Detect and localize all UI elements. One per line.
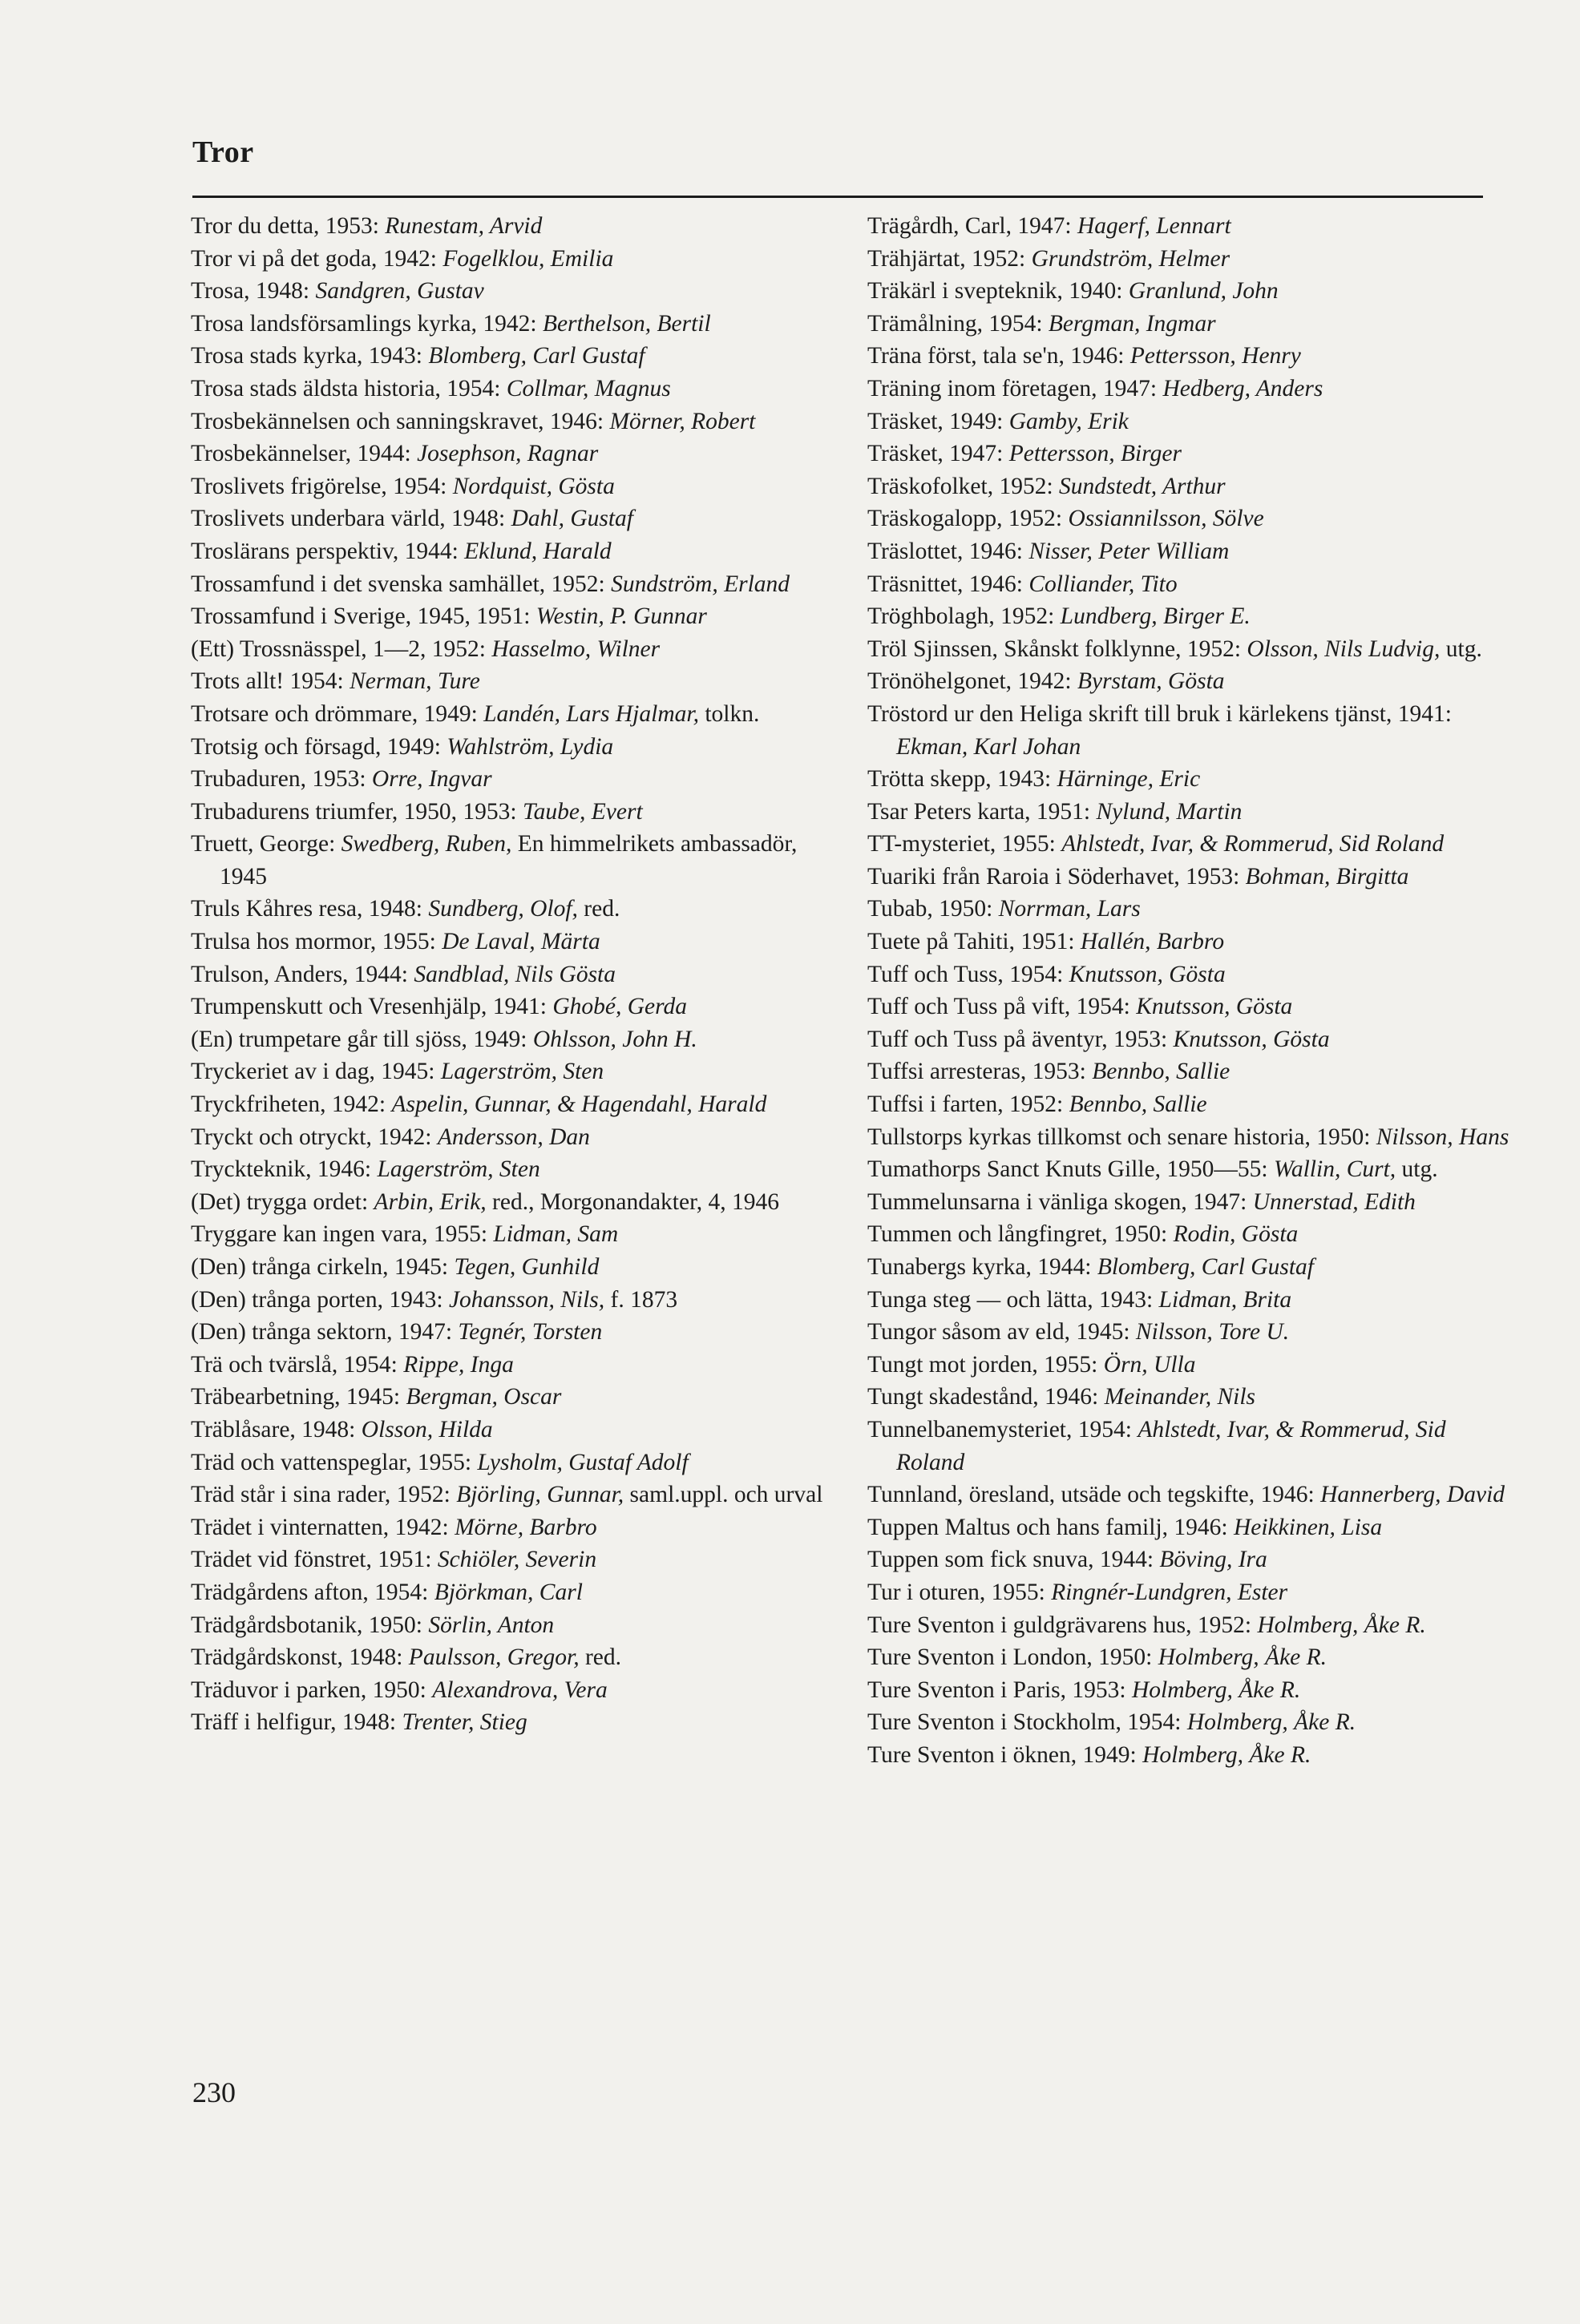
entry-author: Norrman, Lars: [998, 896, 1141, 922]
index-entry: [191, 633, 832, 666]
entry-author: Sundström, Erland: [611, 571, 790, 597]
entry-note: f. 1873: [604, 1286, 678, 1313]
entry-title: Tunnelbanemysteriet, 1954:: [867, 1416, 1138, 1442]
entry-title: Tumathorps Sanct Knuts Gille, 1950—55:: [867, 1156, 1274, 1183]
index-entry: [191, 893, 832, 926]
running-head: Tror: [192, 135, 254, 169]
index-entry: [191, 698, 832, 731]
entry-author: Grundström, Helmer: [1031, 245, 1230, 272]
entry-title: (Den) trånga sektorn, 1947:: [191, 1319, 459, 1346]
entry-title: Tuffsi arresteras, 1953:: [867, 1059, 1093, 1085]
entry-author: Orre, Ingvar: [371, 766, 492, 793]
entry-title: Trots allt! 1954:: [191, 668, 350, 695]
entry-title: Träkärl i svepteknik, 1940:: [867, 278, 1129, 305]
entry-author: Holmberg, Åke R.: [1257, 1612, 1426, 1638]
entry-title: Tryckfriheten, 1942:: [191, 1091, 392, 1118]
index-entry: [867, 1349, 1518, 1382]
entry-author: Ossiannilsson, Sölve: [1068, 506, 1264, 532]
entry-title: Tuete på Tahiti, 1951:: [867, 929, 1081, 955]
entry-author: Runestam, Arvid: [385, 213, 543, 239]
entry-author: Collmar, Magnus: [506, 375, 671, 401]
entry-title: Ture Sventon i Stockholm, 1954:: [867, 1709, 1187, 1736]
entry-title: Tuff och Tuss på äventyr, 1953:: [867, 1026, 1174, 1052]
header-rule: [192, 196, 1483, 198]
index-entry: [191, 763, 832, 796]
index-entry: [191, 1706, 832, 1739]
entry-author: Nylund, Martin: [1096, 798, 1243, 825]
entry-title: Ture Sventon i Paris, 1953:: [867, 1676, 1132, 1703]
index-entry: [191, 1153, 832, 1186]
entry-author: Lagerström, Sten: [377, 1156, 540, 1183]
index-entry: [191, 796, 832, 829]
entry-title: Trossamfund i det svenska samhället, 1952:: [191, 571, 612, 597]
index-entry: [191, 1609, 832, 1642]
entry-author: Pettersson, Henry: [1129, 343, 1301, 369]
entry-title: Tryckteknik, 1946:: [191, 1156, 378, 1183]
entry-author: Rodin, Gösta: [1173, 1221, 1299, 1248]
entry-author: Sundberg, Olof,: [428, 896, 578, 922]
entry-author: Lundberg, Birger E.: [1060, 603, 1251, 630]
entry-author: Berthelson, Bertil: [542, 310, 711, 337]
entry-author: Sandgren, Gustav: [315, 278, 484, 305]
entry-title: Träbearbetning, 1945:: [191, 1384, 406, 1410]
index-entry: [867, 308, 1518, 341]
entry-title: Tunabergs kyrka, 1944:: [867, 1254, 1097, 1280]
index-entry: [191, 926, 832, 958]
index-entry: [191, 991, 832, 1023]
entry-title: Trumpenskutt och Vresenhjälp, 1941:: [191, 994, 553, 1020]
entry-title: Tungor såsom av eld, 1945:: [867, 1319, 1136, 1346]
entry-title: Trönöhelgonet, 1942:: [867, 668, 1077, 695]
entry-author: Olsson, Hilda: [361, 1416, 493, 1442]
index-entry: [191, 502, 832, 535]
index-entry: [191, 535, 832, 568]
entry-author: Bohman, Birgitta: [1245, 863, 1409, 890]
index-entry: [867, 1674, 1518, 1707]
index-entry: [191, 1511, 832, 1544]
entry-title: Tur i oturen, 1955:: [867, 1579, 1052, 1605]
index-entry: [867, 1543, 1518, 1576]
index-entry: [191, 340, 832, 373]
entry-author: Nilsson, Hans: [1376, 1124, 1509, 1150]
index-entry: [191, 405, 832, 438]
index-entry: [867, 535, 1518, 568]
entry-title: Ture Sventon i öknen, 1949:: [867, 1741, 1143, 1768]
entry-author: Böving, Ira: [1159, 1547, 1267, 1573]
index-entry: [191, 1674, 832, 1707]
entry-author: Lagerström, Sten: [440, 1059, 604, 1085]
entry-author: Taube, Evert: [522, 798, 643, 825]
index-entry: [867, 1153, 1518, 1186]
entry-title: Tryckeriet av i dag, 1945:: [191, 1059, 441, 1085]
entry-title: Troslivets underbara värld, 1948:: [191, 506, 511, 532]
index-entry: [191, 373, 832, 405]
entry-author: Andersson, Dan: [437, 1124, 590, 1150]
entry-title: Träslottet, 1946:: [867, 538, 1029, 564]
index-entry: [191, 665, 832, 698]
entry-title: Träsket, 1947:: [867, 441, 1009, 467]
index-entry: [191, 1088, 832, 1121]
entry-title: Träskogalopp, 1952:: [867, 506, 1069, 532]
entry-author: Wallin, Curt,: [1273, 1156, 1396, 1183]
entry-title: Trosa, 1948:: [191, 278, 316, 305]
index-entry: [867, 1414, 1518, 1479]
entry-author: Örn, Ulla: [1103, 1351, 1196, 1378]
entry-author: Bergman, Ingmar: [1048, 310, 1216, 337]
entry-author: Sundstedt, Arthur: [1059, 473, 1226, 499]
index-entry: [191, 438, 832, 470]
entry-author: Fogelklou, Emilia: [442, 245, 614, 272]
index-entry: [191, 1186, 832, 1219]
index-entry: [867, 340, 1518, 373]
index-entry: [867, 893, 1518, 926]
index-entry: [867, 1479, 1518, 1511]
index-entry: [867, 763, 1518, 796]
entry-author: Holmberg, Åke R.: [1186, 1709, 1356, 1736]
index-entry: [867, 1055, 1518, 1088]
entry-note: utg.: [1440, 635, 1482, 662]
index-entry: [867, 926, 1518, 958]
entry-author: Sandblad, Nils Gösta: [414, 961, 616, 987]
entry-author: De Laval, Märta: [442, 929, 600, 955]
entry-author: Westin, P. Gunnar: [535, 603, 707, 630]
index-entry: [867, 502, 1518, 535]
entry-title: Träff i helfigur, 1948:: [191, 1709, 402, 1736]
entry-title: Träd står i sina rader, 1952:: [191, 1482, 457, 1508]
entry-author: Blomberg, Carl Gustaf: [1097, 1254, 1314, 1280]
entry-author: Trenter, Stieg: [402, 1709, 527, 1736]
index-entry: [191, 1316, 832, 1349]
index-entry: [867, 1511, 1518, 1544]
index-entry: [867, 470, 1518, 503]
entry-author: Lidman, Sam: [493, 1221, 619, 1248]
entry-title: Trosa stads kyrka, 1943:: [191, 343, 429, 369]
index-entry: [867, 210, 1518, 243]
entry-title: Troslärans perspektiv, 1944:: [191, 538, 465, 564]
index-entry: [191, 1251, 832, 1284]
index-entry: [867, 275, 1518, 308]
entry-author: Knutsson, Gösta: [1136, 994, 1293, 1020]
index-entry: [867, 1641, 1518, 1674]
index-entry: [867, 796, 1518, 829]
index-entry: [191, 1023, 832, 1056]
entry-author: Ohlsson, John H.: [532, 1026, 697, 1052]
entry-author: Paulsson, Gregor,: [408, 1644, 580, 1671]
entry-author: Hagerf, Lennart: [1077, 213, 1231, 239]
index-entry: [867, 1381, 1518, 1414]
index-entry: [867, 438, 1518, 470]
entry-title: Tuff och Tuss, 1954:: [867, 961, 1069, 987]
entry-author: Ekman, Karl Johan: [896, 733, 1081, 760]
entry-title: Trädet vid fönstret, 1951:: [191, 1547, 438, 1573]
index-entry: [867, 1218, 1518, 1251]
entry-author: Härninge, Eric: [1057, 766, 1201, 793]
entry-title: (Det) trygga ordet:: [191, 1188, 374, 1215]
entry-title: Träduvor i parken, 1950:: [191, 1676, 433, 1703]
entry-author: Sörlin, Anton: [428, 1612, 555, 1638]
entry-title: Tubab, 1950:: [867, 896, 999, 922]
entry-title: Troslivets frigörelse, 1954:: [191, 473, 453, 499]
entry-note: red.: [577, 896, 620, 922]
index-entry: [867, 373, 1518, 405]
entry-title: Tror du detta, 1953:: [191, 213, 386, 239]
entry-author: Hallén, Barbro: [1080, 929, 1225, 955]
entry-author: Knutsson, Gösta: [1173, 1026, 1330, 1052]
entry-title: (Ett) Trossnässpel, 1—2, 1952:: [191, 635, 492, 662]
index-entry: [867, 1088, 1518, 1121]
entry-title: Trötta skepp, 1943:: [867, 766, 1057, 793]
entry-title: Träskofolket, 1952:: [867, 473, 1060, 499]
index-entry: [191, 1641, 832, 1674]
entry-author: Ahlstedt, Ivar, & Rommerud, Sid Roland: [1061, 831, 1445, 857]
entry-title: Tuff och Tuss på vift, 1954:: [867, 994, 1137, 1020]
index-entry: [191, 600, 832, 633]
entry-title: Tunnland, öresland, utsäde och tegskifte, 1946:: [867, 1482, 1321, 1508]
entry-author: Nerman, Ture: [350, 668, 480, 695]
entry-author: Swedberg, Ruben,: [341, 831, 512, 857]
entry-author: Bergman, Oscar: [406, 1384, 562, 1410]
entry-title: Tuariki från Raroia i Söderhavet, 1953:: [867, 863, 1246, 890]
index-entry: [191, 210, 832, 243]
entry-author: Schiöler, Severin: [437, 1547, 597, 1573]
entry-author: Eklund, Harald: [464, 538, 612, 564]
entry-note: En himmelrikets ambassadör, 1945: [220, 831, 798, 890]
index-entry: [867, 405, 1518, 438]
left-column: [191, 210, 832, 1739]
entry-author: Nordquist, Gösta: [452, 473, 615, 499]
entry-title: Trotsare och drömmare, 1949:: [191, 700, 484, 727]
index-entry: [191, 568, 832, 601]
index-entry: [191, 958, 832, 991]
entry-author: Blomberg, Carl Gustaf: [428, 343, 645, 369]
index-entry: [867, 958, 1518, 991]
index-entry: [867, 861, 1518, 894]
entry-author: Pettersson, Birger: [1008, 441, 1182, 467]
entry-title: Träblåsare, 1948:: [191, 1416, 362, 1442]
entry-title: Tsar Peters karta, 1951:: [867, 798, 1097, 825]
entry-author: Holmberg, Åke R.: [1132, 1676, 1301, 1703]
entry-note: red., Morgonandakter, 4, 1946: [486, 1188, 779, 1215]
index-entry: [191, 1381, 832, 1414]
index-entry: [191, 1218, 832, 1251]
entry-author: Johansson, Nils,: [448, 1286, 605, 1313]
entry-title: Trädgårdens afton, 1954:: [191, 1579, 434, 1605]
index-entry: [191, 243, 832, 276]
entry-title: TT-mysteriet, 1955:: [867, 831, 1062, 857]
entry-title: Trulson, Anders, 1944:: [191, 961, 414, 987]
entry-author: Tegnér, Torsten: [458, 1319, 603, 1346]
index-entry: [867, 1706, 1518, 1739]
entry-author: Nilsson, Tore U.: [1135, 1319, 1290, 1346]
entry-title: Trosbekännelsen och sanningskravet, 1946:: [191, 408, 610, 434]
entry-title: Tullstorps kyrkas tillkomst och senare historia, 1950:: [867, 1124, 1376, 1150]
entry-author: Ghobé, Gerda: [552, 994, 688, 1020]
entry-title: Trädgårdskonst, 1948:: [191, 1644, 409, 1671]
entry-author: Heikkinen, Lisa: [1233, 1514, 1383, 1540]
index-entry: [191, 308, 832, 341]
entry-title: Trubaduren, 1953:: [191, 766, 372, 793]
entry-title: Trubadurens triumfer, 1950, 1953:: [191, 798, 523, 825]
entry-title: Truls Kåhres resa, 1948:: [191, 896, 429, 922]
entry-author: Meinander, Nils: [1104, 1384, 1256, 1410]
index-entry: [867, 568, 1518, 601]
index-entry: [867, 1609, 1518, 1642]
entry-title: Träsnittet, 1946:: [867, 571, 1029, 597]
entry-title: Trosa stads äldsta historia, 1954:: [191, 375, 507, 401]
index-entry: [867, 1576, 1518, 1609]
index-entry: [191, 1349, 832, 1382]
index-entry: [867, 1739, 1518, 1772]
index-entry: [867, 600, 1518, 633]
index-entry: [867, 1316, 1518, 1349]
entry-author: Hasselmo, Wilner: [491, 635, 661, 662]
entry-title: Tröl Sjinssen, Skånskt folklynne, 1952:: [867, 635, 1247, 662]
entry-title: Trädet i vinternatten, 1942:: [191, 1514, 455, 1540]
entry-author: Unnerstad, Edith: [1252, 1188, 1416, 1215]
entry-author: Arbin, Erik,: [374, 1188, 487, 1215]
entry-title: Tröghbolagh, 1952:: [867, 603, 1061, 630]
entry-title: (En) trumpetare går till sjöss, 1949:: [191, 1026, 533, 1052]
entry-title: Trulsa hos mormor, 1955:: [191, 929, 442, 955]
entry-author: Wahlström, Lydia: [447, 733, 614, 760]
entry-title: Ture Sventon i London, 1950:: [867, 1644, 1158, 1671]
entry-title: Träsket, 1949:: [867, 408, 1009, 434]
index-entry: [191, 1055, 832, 1088]
entry-title: (Den) trånga cirkeln, 1945:: [191, 1254, 455, 1280]
index-entry: [191, 1284, 832, 1317]
entry-title: Träd och vattenspeglar, 1955:: [191, 1449, 478, 1475]
entry-title: Tungt mot jorden, 1955:: [867, 1351, 1104, 1378]
index-entry: [867, 1121, 1518, 1154]
entry-author: Mörner, Robert: [609, 408, 756, 434]
index-entry: [191, 1576, 832, 1609]
entry-title: Trähjärtat, 1952:: [867, 245, 1032, 272]
entry-author: Hedberg, Anders: [1162, 375, 1323, 401]
entry-title: Tröstord ur den Heliga skrift till bruk i kärlekens tjänst, 1941:: [867, 700, 1452, 727]
entry-author: Mörne, Barbro: [455, 1514, 597, 1540]
entry-title: Trosbekännelser, 1944:: [191, 441, 418, 467]
entry-title: Tummelunsarna i vänliga skogen, 1947:: [867, 1188, 1253, 1215]
entry-title: Tungt skadestånd, 1946:: [867, 1384, 1105, 1410]
index-entry: [867, 828, 1518, 861]
entry-author: Gamby, Erik: [1008, 408, 1129, 434]
entry-author: Granlund, John: [1128, 278, 1279, 305]
entry-author: Rippe, Inga: [403, 1351, 514, 1378]
index-entry: [191, 1446, 832, 1479]
entry-author: Landén, Lars Hjalmar,: [483, 700, 699, 727]
index-entry: [191, 1479, 832, 1511]
index-entry: [867, 665, 1518, 698]
entry-title: Tuffsi i farten, 1952:: [867, 1091, 1069, 1118]
page-number: 230: [192, 2076, 236, 2108]
entry-author: Ringnér-Lundgren, Ester: [1051, 1579, 1288, 1605]
entry-author: Lysholm, Gustaf Adolf: [477, 1449, 689, 1475]
index-entry: [867, 698, 1518, 763]
entry-author: Holmberg, Åke R.: [1158, 1644, 1327, 1671]
entry-author: Ahlstedt, Ivar, & Rommerud, Sid Roland: [896, 1416, 1446, 1475]
index-entry: [867, 1023, 1518, 1056]
entry-title: Tryckt och otryckt, 1942:: [191, 1124, 438, 1150]
entry-note: utg.: [1396, 1156, 1438, 1183]
entry-author: Hannerberg, David: [1320, 1482, 1505, 1508]
entry-author: Lidman, Brita: [1158, 1286, 1292, 1313]
entry-author: Aspelin, Gunnar, & Hagendahl, Harald: [391, 1091, 767, 1118]
entry-note: tolkn.: [698, 700, 760, 727]
entry-author: Josephson, Ragnar: [417, 441, 599, 467]
entry-title: Truett, George:: [191, 831, 341, 857]
right-column: [867, 210, 1518, 1772]
entry-title: Trädgårdsbotanik, 1950:: [191, 1612, 429, 1638]
entry-title: Tuppen Maltus och hans familj, 1946:: [867, 1514, 1234, 1540]
index-entry: [191, 1414, 832, 1446]
entry-title: Tror vi på det goda, 1942:: [191, 245, 443, 272]
entry-title: Trägårdh, Carl, 1947:: [867, 213, 1077, 239]
index-entry: [867, 243, 1518, 276]
entry-author: Nisser, Peter William: [1028, 538, 1230, 564]
index-entry: [191, 470, 832, 503]
entry-author: Dahl, Gustaf: [511, 506, 633, 532]
entry-title: Tummen och långfingret, 1950:: [867, 1221, 1174, 1248]
entry-author: Holmberg, Åke R.: [1142, 1741, 1311, 1768]
entry-author: Björkman, Carl: [434, 1579, 583, 1605]
entry-author: Björling, Gunnar,: [456, 1482, 624, 1508]
entry-title: Trämålning, 1954:: [867, 310, 1049, 337]
entry-title: Trä och tvärslå, 1954:: [191, 1351, 404, 1378]
index-entry: [191, 1543, 832, 1576]
index-entry: [867, 1251, 1518, 1284]
entry-title: Tunga steg — och lätta, 1943:: [867, 1286, 1159, 1313]
entry-title: Tryggare kan ingen vara, 1955:: [191, 1221, 494, 1248]
entry-author: Tegen, Gunhild: [454, 1254, 600, 1280]
entry-author: Byrstam, Gösta: [1077, 668, 1225, 695]
entry-author: Bennbo, Sallie: [1069, 1091, 1207, 1118]
entry-title: Trotsig och försagd, 1949:: [191, 733, 447, 760]
entry-note: red.: [579, 1644, 622, 1671]
entry-author: Alexandrova, Vera: [432, 1676, 608, 1703]
entry-title: Ture Sventon i guldgrävarens hus, 1952:: [867, 1612, 1258, 1638]
entry-title: (Den) trånga porten, 1943:: [191, 1286, 449, 1313]
entry-note: saml.uppl. och urval: [624, 1482, 823, 1508]
index-entry: [867, 1284, 1518, 1317]
entry-title: Trossamfund i Sverige, 1945, 1951:: [191, 603, 536, 630]
entry-author: Knutsson, Gösta: [1069, 961, 1226, 987]
index-entry: [191, 731, 832, 764]
index-entry: [867, 633, 1518, 666]
index-entry: [191, 275, 832, 308]
entry-title: Tuppen som fick snuva, 1944:: [867, 1547, 1160, 1573]
entry-title: Träna först, tala se'n, 1946:: [867, 343, 1130, 369]
entry-author: Bennbo, Sallie: [1092, 1059, 1230, 1085]
entry-author: Olsson, Nils Ludvig,: [1247, 635, 1441, 662]
entry-title: Trosa landsförsamlings kyrka, 1942:: [191, 310, 543, 337]
index-entry: [867, 1186, 1518, 1219]
index-entry: [867, 991, 1518, 1023]
entry-author: Colliander, Tito: [1028, 571, 1178, 597]
index-entry: [191, 828, 832, 893]
entry-title: Träning inom företagen, 1947:: [867, 375, 1163, 401]
index-entry: [191, 1121, 832, 1154]
